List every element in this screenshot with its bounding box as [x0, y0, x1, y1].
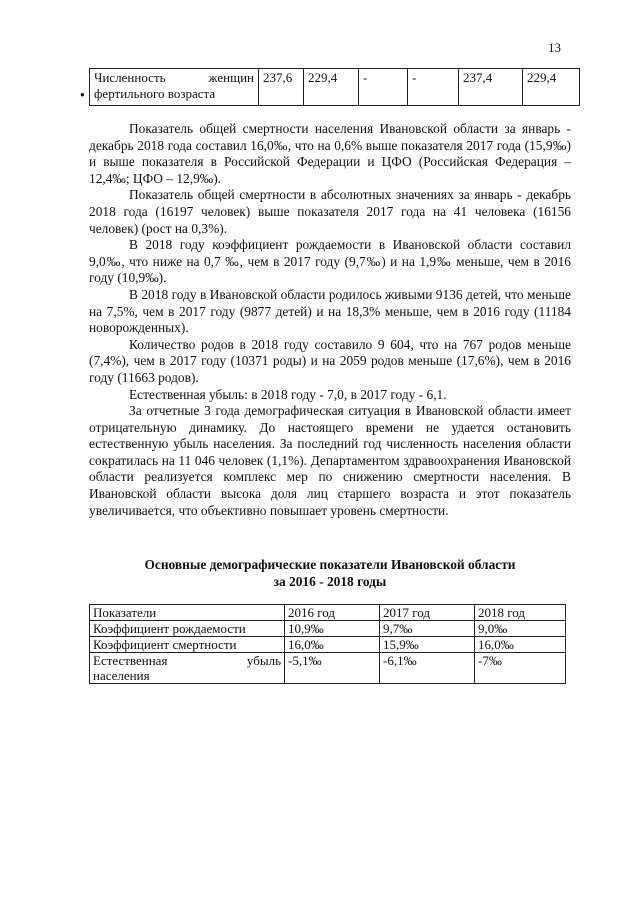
table-cell: -7‰: [475, 653, 566, 684]
table-cell: -5,1‰: [285, 653, 380, 684]
row-label-line2: фертильного возраста: [94, 86, 216, 101]
column-header: Показатели: [90, 605, 285, 621]
table-cell: -: [408, 69, 459, 106]
table-row: [90, 653, 566, 684]
section-title-line: за 2016 - 2018 годы: [273, 574, 387, 589]
table-header-row: [90, 605, 566, 621]
paragraph: Естественная убыль: в 2018 году - 7,0, в 2017 году - 6,1.: [129, 386, 447, 402]
table-cell: 15,9‰: [380, 637, 475, 653]
table-cell: 16,0‰: [285, 637, 380, 653]
table-cell: 9,0‰: [475, 621, 566, 637]
paragraph: В 2018 году коэффициент рождаемости в Ивановской области составил 9,0‰, что ниже на 0,7 ‰, чем в 2017 году (9,7‰) и на 1,9‰ меньше, чем в 2016 году (10,9‰).: [89, 237, 571, 286]
row-label-word: Численность: [94, 70, 166, 85]
paragraph: Показатель общей смертности населения Ивановской области за январь - декабрь 2018 года составил 16,0‰, что на 0,6% выше показателя 2017 года (15,9‰) и выше показателя в Российской Федерации и ЦФО (Российская Федерация – 12,4‰; ЦФО – 12,9‰).: [89, 121, 571, 186]
table-cell: -: [359, 69, 408, 106]
demographic-table: [89, 604, 566, 684]
table-cell: 229,4: [523, 69, 580, 106]
row-name-word: Естественная: [93, 653, 168, 668]
column-header: 2018 год: [475, 605, 566, 621]
row-name-line2: населения: [93, 668, 150, 683]
continued-table: [89, 68, 580, 106]
table-cell: 10,9‰: [285, 621, 380, 637]
row-name-cell: [90, 653, 285, 684]
row-name-cell: Коэффициент смертности: [90, 637, 285, 653]
body-text: [89, 121, 571, 519]
section-title-line: Основные демографические показатели Ивановской области: [144, 557, 516, 572]
column-header: 2016 год: [285, 605, 380, 621]
table-cell: 16,0‰: [475, 637, 566, 653]
row-label-word: женщин: [208, 70, 254, 85]
table-cell: 237,6: [259, 69, 304, 106]
page-number: 13: [548, 40, 561, 55]
bullet-mark: ●: [80, 90, 85, 99]
paragraph: За отчетные 3 года демографическая ситуация в Ивановской области имеет отрицательную динамику. До настоящего времени не удается остановить естественную убыль населения. За последний год численность населения области сократилась на 11 046 человек (1,1%). Департаментом здравоохранения Ивановской области реализуется комплекс мер по снижению смертности населения. В Ивановской области высока доля лиц старшего возраста и этот показатель увеличивается, что объективно повышает уровень смертности.: [89, 403, 571, 518]
column-header: 2017 год: [380, 605, 475, 621]
table-row: [90, 621, 566, 637]
row-label-cell: [90, 69, 259, 106]
section-title: [89, 556, 571, 590]
paragraph: Показатель общей смертности в абсолютных значениях за январь - декабрь 2018 года (16197 человек) выше показателя 2017 года на 41 человека (16156 человек) (рост на 0,3%).: [89, 187, 571, 236]
paragraph: В 2018 году в Ивановской области родилось живыми 9136 детей, что меньше на 7,5%, чем в 2017 году (9877 детей) и на 18,3% меньше, чем в 2016 году (11184 новорожденных).: [89, 286, 571, 336]
table-cell: 237,4: [459, 69, 523, 106]
table-row: [90, 69, 580, 106]
row-name-cell: Коэффициент рождаемости: [90, 621, 285, 637]
table-cell: -6,1‰: [380, 653, 475, 684]
paragraph: Количество родов в 2018 году составило 9 604, что на 767 родов меньше (7,4%), чем в 2017 году (10371 роды) и на 2059 родов меньше (17,6%), чем в 2016 году (11663 родов).: [89, 336, 571, 385]
row-name-word: убыль: [246, 653, 281, 668]
table-cell: 9,7‰: [380, 621, 475, 637]
table-row: [90, 637, 566, 653]
table-cell: 229,4: [304, 69, 359, 106]
